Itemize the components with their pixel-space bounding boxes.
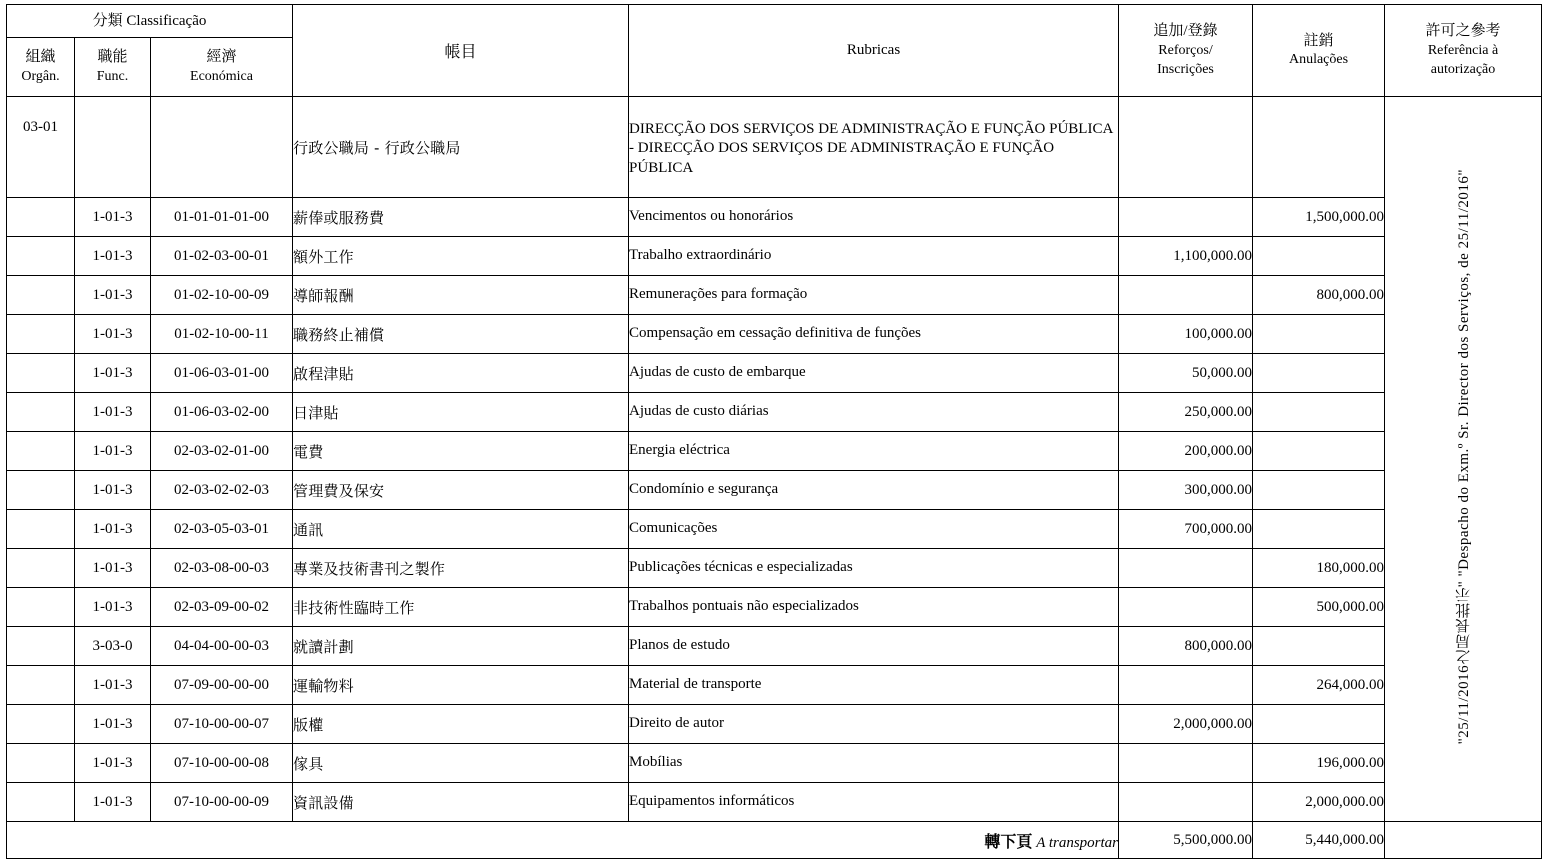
cell-organica: 03-01 [7,97,75,198]
table-row [7,744,1542,783]
cell-conta: 啟程津貼 [293,354,629,393]
table-row [7,783,1542,822]
header-organica-cn: 組織 [25,49,56,66]
header-organica-pt: Orgân. [21,68,60,84]
cell-funcional: 1-01-3 [75,432,151,471]
header-reforcos-pt2: Inscrições [1157,61,1214,77]
cell-reforcos: 250,000.00 [1119,393,1253,432]
header-conta [293,5,629,97]
header-autorizacao [1385,5,1542,97]
header-reforcos [1119,5,1253,97]
cell-funcional: 1-01-3 [75,354,151,393]
budget-table [6,4,1542,859]
cell-organica [7,588,75,627]
cell-economica: 02-03-02-01-00 [151,432,293,471]
cell-rubrica: Equipamentos informáticos [629,783,1119,822]
cell-anulacoes [1253,393,1385,432]
cell-economica: 02-03-02-02-03 [151,471,293,510]
cell-rubrica: Direito de autor [629,705,1119,744]
cell-funcional: 1-01-3 [75,783,151,822]
total-reforcos: 5,500,000.00 [1119,822,1253,859]
cell-conta: 日津貼 [293,393,629,432]
cell-economica: 02-03-08-00-03 [151,549,293,588]
header-economica [151,38,293,97]
cell-funcional: 3-03-0 [75,627,151,666]
cell-economica: 07-10-00-00-09 [151,783,293,822]
cell-reforcos [1119,549,1253,588]
table-row [7,588,1542,627]
table-row [7,471,1542,510]
table-row [7,510,1542,549]
header-economica-pt: Económica [190,68,253,84]
cell-organica [7,393,75,432]
header-economica-cn: 經濟 [206,49,237,66]
header-autorizacao-pt2: autorização [1430,61,1496,77]
total-label-pt: A transportar [1036,834,1119,851]
cell-conta: 電費 [293,432,629,471]
cell-anulacoes [1253,471,1385,510]
cell-anulacoes [1253,510,1385,549]
header-funcional-pt: Func. [96,68,129,84]
cell-reforcos [1119,783,1253,822]
header-anulacoes-cn: 註銷 [1303,32,1334,49]
cell-reforcos: 50,000.00 [1119,354,1253,393]
header-funcional-cn: 職能 [97,49,128,66]
cell-organica [7,237,75,276]
cell-funcional: 1-01-3 [75,510,151,549]
cell-organica [7,354,75,393]
cell-rubrica: Publicações técnicas e especializadas [629,549,1119,588]
cell-reforcos [1119,666,1253,705]
cell-organica [7,510,75,549]
cell-economica: 01-02-10-00-09 [151,276,293,315]
cell-funcional: 1-01-3 [75,315,151,354]
cell-organica [7,198,75,237]
cell-economica: 02-03-05-03-01 [151,510,293,549]
cell-organica [7,471,75,510]
cell-funcional: 1-01-3 [75,237,151,276]
cell-rubrica: Material de transporte [629,666,1119,705]
cell-funcional: 1-01-3 [75,393,151,432]
cell-conta: 額外工作 [293,237,629,276]
cell-economica: 01-02-10-00-11 [151,315,293,354]
header-organica [7,38,75,97]
cell-anulacoes: 180,000.00 [1253,549,1385,588]
header-reforcos-pt1: Reforços/ [1158,42,1213,58]
cell-funcional: 1-01-3 [75,705,151,744]
cell-rubrica: Remunerações para formação [629,276,1119,315]
table-row [7,666,1542,705]
cell-rubrica: Comunicações [629,510,1119,549]
cell-conta: 專業及技術書刊之製作 [293,549,629,588]
cell-reforcos: 300,000.00 [1119,471,1253,510]
cell-rubrica: Vencimentos ou honorários [629,198,1119,237]
cell-conta: 薪俸或服務費 [293,198,629,237]
header-anulacoes-pt: Anulações [1288,52,1349,68]
cell-reforcos: 200,000.00 [1119,432,1253,471]
cell-funcional: 1-01-3 [75,276,151,315]
table-row [7,627,1542,666]
table-header [7,5,1542,97]
cell-anulacoes [1253,354,1385,393]
cell-organica [7,783,75,822]
total-anulacoes: 5,440,000.00 [1253,822,1385,859]
cell-funcional: 1-01-3 [75,549,151,588]
table-row [7,705,1542,744]
cell-funcional: 1-01-3 [75,198,151,237]
cell-reforcos [1119,97,1253,198]
total-label [7,822,1119,859]
table-row [7,393,1542,432]
cell-rubrica: Planos de estudo [629,627,1119,666]
table-row [7,315,1542,354]
cell-reforcos: 100,000.00 [1119,315,1253,354]
cell-anulacoes [1253,237,1385,276]
cell-reforcos [1119,198,1253,237]
cell-autorizacao [1385,97,1542,822]
cell-reforcos: 800,000.00 [1119,627,1253,666]
header-autorizacao-pt1: Referência à [1427,42,1499,58]
cell-funcional: 1-01-3 [75,666,151,705]
cell-rubrica: DIRECÇÃO DOS SERVIÇOS DE ADMINISTRAÇÃO E FUNÇÃO PÚBLICA - DIRECÇÃO DOS SERVIÇOS DE ADMINISTRAÇÃO E FUNÇÃO PÚBLICA [629,97,1119,198]
cell-conta: 資訊設備 [293,783,629,822]
cell-organica [7,432,75,471]
cell-anulacoes: 2,000,000.00 [1253,783,1385,822]
header-classificacao: 分類 Classificação [7,5,293,38]
cell-reforcos: 1,100,000.00 [1119,237,1253,276]
cell-anulacoes [1253,705,1385,744]
cell-conta: 管理費及保安 [293,471,629,510]
cell-economica: 02-03-09-00-02 [151,588,293,627]
cell-organica [7,315,75,354]
header-anulacoes [1253,5,1385,97]
cell-organica [7,666,75,705]
cell-rubrica: Energia eléctrica [629,432,1119,471]
header-conta-label: 帳目 [444,44,477,61]
cell-anulacoes: 264,000.00 [1253,666,1385,705]
header-rubricas-label: Rubricas [846,42,901,58]
cell-anulacoes: 1,500,000.00 [1253,198,1385,237]
cell-anulacoes [1253,315,1385,354]
table-row [7,198,1542,237]
cell-anulacoes [1253,97,1385,198]
cell-organica [7,276,75,315]
cell-organica [7,627,75,666]
authorization-text: "25/11/2016之局長批示" "Despacho do Exm.º Sr. Director dos Serviços, de 25/11/2016" [1455,168,1472,745]
cell-conta: 就讀計劃 [293,627,629,666]
cell-rubrica: Ajudas de custo de embarque [629,354,1119,393]
cell-economica: 01-01-01-01-00 [151,198,293,237]
table-body [7,97,1542,859]
cell-economica: 01-06-03-02-00 [151,393,293,432]
cell-rubrica: Trabalho extraordinário [629,237,1119,276]
total-autorizacao-empty [1385,822,1542,859]
cell-funcional: 1-01-3 [75,744,151,783]
cell-rubrica: Ajudas de custo diárias [629,393,1119,432]
cell-anulacoes: 800,000.00 [1253,276,1385,315]
cell-economica: 01-06-03-01-00 [151,354,293,393]
cell-rubrica: Compensação em cessação definitiva de funções [629,315,1119,354]
table-row [7,276,1542,315]
cell-reforcos [1119,276,1253,315]
table-row [7,549,1542,588]
cell-conta: 版權 [293,705,629,744]
header-autorizacao-cn: 許可之參考 [1425,23,1501,40]
header-reforcos-cn: 追加/登錄 [1153,23,1218,40]
cell-reforcos: 2,000,000.00 [1119,705,1253,744]
cell-funcional: 1-01-3 [75,588,151,627]
cell-reforcos: 700,000.00 [1119,510,1253,549]
cell-conta: 行政公職局 - 行政公職局 [293,97,629,198]
table-row [7,432,1542,471]
total-label-cn: 轉下頁 [984,831,1033,851]
cell-anulacoes: 196,000.00 [1253,744,1385,783]
cell-reforcos [1119,588,1253,627]
cell-conta: 職務終止補償 [293,315,629,354]
cell-rubrica: Trabalhos pontuais não especializados [629,588,1119,627]
cell-rubrica: Condomínio e segurança [629,471,1119,510]
cell-economica: 07-10-00-00-07 [151,705,293,744]
header-rubricas [629,5,1119,97]
cell-organica [7,744,75,783]
cell-funcional [75,97,151,198]
cell-conta: 非技術性臨時工作 [293,588,629,627]
table-row [7,354,1542,393]
cell-economica: 07-10-00-00-08 [151,744,293,783]
cell-organica [7,705,75,744]
cell-anulacoes [1253,627,1385,666]
cell-economica [151,97,293,198]
table-row [7,97,1542,198]
cell-conta: 通訊 [293,510,629,549]
cell-economica: 01-02-03-00-01 [151,237,293,276]
total-row [7,822,1542,859]
cell-anulacoes [1253,432,1385,471]
cell-conta: 傢具 [293,744,629,783]
cell-organica [7,549,75,588]
cell-funcional: 1-01-3 [75,471,151,510]
cell-rubrica: Mobílias [629,744,1119,783]
header-funcional [75,38,151,97]
cell-conta: 導師報酬 [293,276,629,315]
table-row [7,237,1542,276]
cell-economica: 04-04-00-00-03 [151,627,293,666]
cell-conta: 運輸物料 [293,666,629,705]
cell-reforcos [1119,744,1253,783]
cell-economica: 07-09-00-00-00 [151,666,293,705]
cell-anulacoes: 500,000.00 [1253,588,1385,627]
